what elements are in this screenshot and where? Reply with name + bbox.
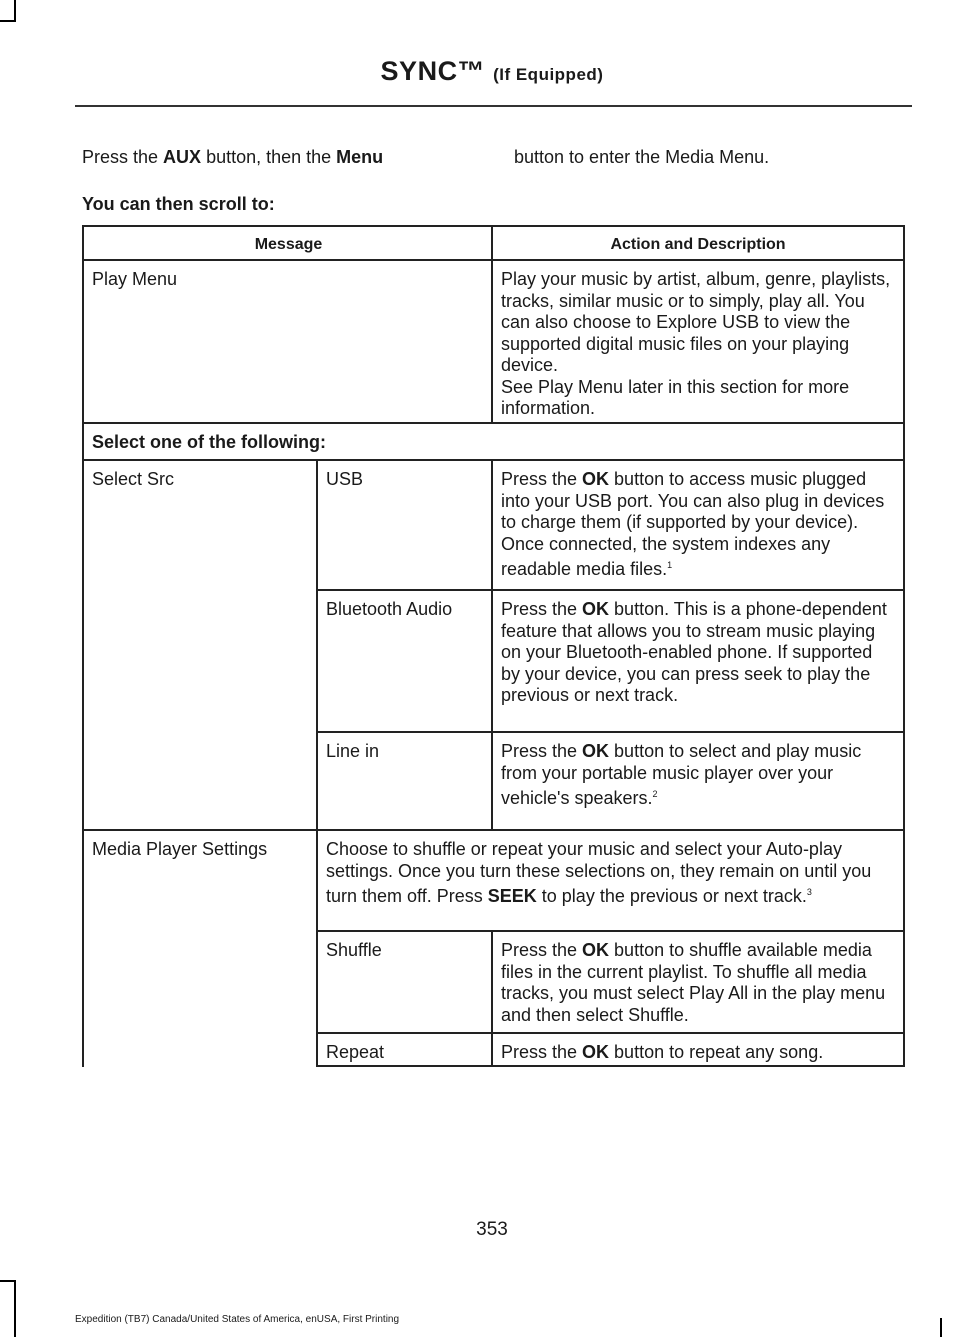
media-player-settings-group: [82, 831, 905, 1067]
ok-button-label: OK: [582, 940, 610, 960]
crop-mark: [0, 20, 16, 22]
crop-mark: [14, 1280, 16, 1337]
intro-text-left: [82, 147, 383, 168]
crop-mark: [0, 1280, 16, 1282]
desc-text: Press the: [501, 1042, 583, 1062]
media-player-settings-description: [316, 831, 905, 930]
select-src-group: [82, 461, 905, 831]
desc-text: Press the: [501, 940, 583, 960]
shuffle-label: Shuffle: [316, 932, 493, 1032]
footnote-marker: 1: [667, 560, 673, 570]
desc-text: Press the: [501, 741, 583, 761]
header-divider: [75, 105, 912, 107]
repeat-desc: button to repeat any song.: [609, 1042, 824, 1062]
usb-label: USB: [316, 461, 493, 589]
header-subtitle: (If Equipped): [493, 65, 604, 84]
play-menu-message: Play Menu: [82, 261, 493, 422]
table-row: [316, 831, 905, 932]
select-heading-row: [82, 424, 905, 461]
page-number: 353: [476, 1219, 508, 1240]
media-player-settings-message: Media Player Settings: [82, 831, 318, 1067]
crop-mark: [940, 1318, 942, 1337]
header-title: SYNC™: [380, 56, 486, 86]
shuffle-desc: button to shuffle available media files in the current playlist. To shuffle all media tracks, you must select Play All in the play menu and then select Shuffle.: [501, 940, 886, 1025]
line-in-description: [491, 733, 905, 831]
intro-text-right: button to enter the Media Menu.: [514, 147, 770, 167]
table-row: [82, 261, 905, 424]
table-row: [316, 461, 905, 591]
usb-desc: button to access music plugged into your USB port. You can also plug in devices to charge them (if supported by your device). Once connected, the system indexes any readable media files.: [501, 469, 885, 579]
footnote-marker: 3: [806, 887, 812, 897]
table-row: [316, 733, 905, 831]
repeat-label: Repeat: [316, 1034, 493, 1065]
aux-button-label: AUX: [163, 147, 202, 167]
table-row: [316, 1034, 905, 1067]
shuffle-description: [491, 932, 905, 1032]
page-header-title: [0, 56, 960, 87]
scroll-label: You can then scroll to:: [82, 194, 275, 214]
intro-text: button, then the: [201, 147, 337, 167]
ok-button-label: OK: [582, 469, 610, 489]
bluetooth-audio-description: [491, 591, 905, 731]
select-src-message: Select Src: [82, 461, 318, 829]
footer-text: Expedition (TB7) Canada/United States of America, enUSA, First Printing: [75, 1314, 400, 1325]
menu-button-label: Menu: [336, 147, 384, 167]
mps-desc: to play the previous or next track.: [536, 886, 807, 906]
desc-text: Press the: [501, 469, 583, 489]
table-row: [316, 932, 905, 1034]
desc-text: Press the: [501, 599, 583, 619]
table-row: [316, 591, 905, 733]
play-menu-see-also: See Play Menu later in this section for more information.: [501, 376, 850, 418]
header-action: Action and Description: [491, 227, 905, 259]
mps-desc: Choose to shuffle or repeat your music and select your Auto-play settings. Once you turn these selections on, they remain on until you turn them off. Press: [326, 839, 872, 906]
line-in-label: Line in: [316, 733, 493, 831]
ok-button-label: OK: [582, 599, 610, 619]
crop-mark: [14, 0, 16, 20]
play-menu-description: [491, 261, 905, 422]
media-player-settings-subrows: [316, 831, 905, 1067]
select-src-subrows: [316, 461, 905, 829]
ok-button-label: OK: [582, 1042, 610, 1062]
seek-button-label: SEEK: [487, 886, 537, 906]
table-header-row: [82, 225, 905, 261]
usb-description: [491, 461, 905, 589]
header-message: Message: [82, 227, 493, 259]
play-menu-desc: Play your music by artist, album, genre, playlists, tracks, similar music or to simply, play all. You can also choose to Explore USB to view the supported digital music files on your playing device.: [501, 269, 891, 375]
intro-text: Press the: [82, 147, 164, 167]
select-heading: Select one of the following:: [82, 424, 905, 459]
media-menu-table: [82, 225, 905, 1067]
repeat-description: [491, 1034, 905, 1065]
line-in-desc: button to select and play music from your portable music player over your vehicle's speakers.: [501, 741, 862, 808]
footnote-marker: 2: [652, 789, 658, 799]
bt-desc: button. This is a phone-dependent feature that allows you to stream music playing on your Bluetooth-enabled phone. If supported by your device, you can press seek to play the previous or next track.: [501, 599, 887, 705]
ok-button-label: OK: [582, 741, 610, 761]
bluetooth-audio-label: Bluetooth Audio: [316, 591, 493, 731]
